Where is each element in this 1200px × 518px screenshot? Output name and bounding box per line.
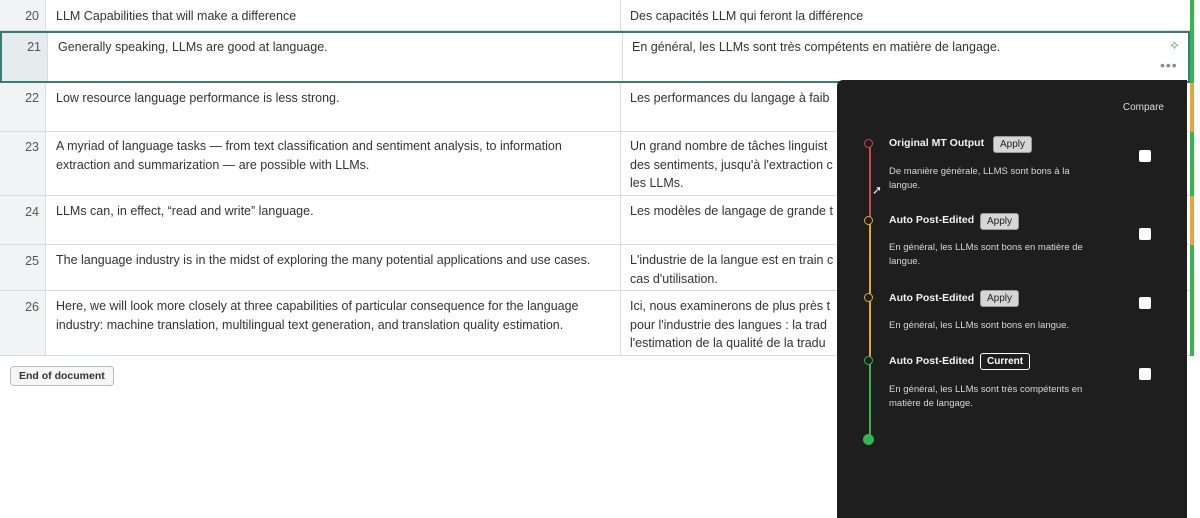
source-cell[interactable]: LLMs can, in effect, “read and write” language. bbox=[56, 204, 314, 218]
entry-title: Auto Post-Edited bbox=[889, 214, 975, 226]
entry-text: En général, les LLMs sont bons en langue. bbox=[889, 320, 1070, 331]
target-line: L'industrie de la langue est en train c bbox=[630, 253, 834, 267]
timeline-end-node bbox=[863, 434, 874, 445]
target-line: les LLMs. bbox=[630, 176, 684, 190]
column-divider bbox=[620, 132, 621, 195]
timeline-segment bbox=[869, 360, 871, 437]
column-divider bbox=[620, 83, 621, 131]
target-line: l'estimation de la qualité de la tradu bbox=[630, 336, 826, 350]
entry-text: En général, les LLMs sont très compétents en matière de langage. bbox=[889, 384, 1083, 409]
timeline-node bbox=[864, 356, 873, 365]
target-cell-editor[interactable]: En général, les LLMs sont très compétents en matière de langage. bbox=[632, 40, 1001, 54]
column-divider bbox=[620, 0, 621, 30]
table-row[interactable] bbox=[0, 0, 1190, 31]
column-divider bbox=[620, 196, 621, 244]
ai-sparkle-icon[interactable]: ✧ bbox=[1169, 38, 1180, 53]
apply-button[interactable]: Apply bbox=[980, 290, 1019, 307]
row-number: 21 bbox=[2, 33, 48, 81]
row-number: 26 bbox=[0, 291, 46, 355]
timeline-node bbox=[864, 216, 873, 225]
column-divider bbox=[620, 291, 621, 355]
entry-title: Auto Post-Edited bbox=[889, 355, 975, 367]
compare-header: Compare bbox=[1122, 102, 1164, 113]
column-divider bbox=[620, 245, 621, 290]
status-indicator bbox=[1190, 196, 1194, 245]
source-cell[interactable]: LLM Capabilities that will make a difference bbox=[56, 9, 297, 23]
entry-text: En général, les LLMs sont bons en matière de langue. bbox=[889, 242, 1083, 267]
entry-text: De manière générale, LLMS sont bons à la langue. bbox=[889, 166, 1070, 191]
target-line: pour l'industrie des langues : la trad bbox=[630, 317, 827, 332]
source-cell[interactable]: Low resource language performance is less strong. bbox=[56, 91, 340, 105]
timeline-node bbox=[864, 293, 873, 302]
target-cell[interactable]: Les performances du langage à faib bbox=[630, 91, 830, 105]
source-cell[interactable]: The language industry is in the midst of exploring the many potential applications and use cases. bbox=[56, 253, 591, 267]
target-cell[interactable]: Des capacités LLM qui feront la différence bbox=[630, 9, 864, 23]
timeline-segment bbox=[869, 144, 871, 220]
target-cell[interactable]: Les modèles de langage de grande t bbox=[630, 204, 833, 218]
compare-checkbox[interactable] bbox=[1139, 297, 1151, 309]
source-cell[interactable]: Here, we will look more closely at three capabilities of particular consequence for the language industry: machine translation, multilingual text generation, and translation quality estimation. bbox=[56, 299, 579, 332]
entry-title: Original MT Output bbox=[889, 137, 985, 149]
table-row-active[interactable] bbox=[0, 31, 1190, 83]
status-indicator bbox=[1190, 245, 1194, 291]
status-indicator bbox=[1190, 31, 1194, 83]
more-options-icon[interactable]: ••• bbox=[1160, 57, 1178, 73]
row-number: 20 bbox=[0, 0, 46, 30]
end-of-document-button[interactable]: End of document bbox=[10, 366, 114, 386]
row-number: 22 bbox=[0, 83, 46, 131]
mouse-cursor-icon: ➚ bbox=[872, 183, 883, 197]
timeline-segment bbox=[869, 220, 871, 360]
target-line: des sentiments, jusqu'à l'extraction c bbox=[630, 157, 833, 172]
column-divider bbox=[622, 33, 623, 81]
row-number: 25 bbox=[0, 245, 46, 290]
apply-button[interactable]: Apply bbox=[993, 136, 1032, 153]
target-line: cas d'utilisation. bbox=[630, 271, 718, 286]
timeline-node bbox=[864, 139, 873, 148]
target-line: Ici, nous examinerons de plus près t bbox=[630, 299, 831, 313]
row-number: 24 bbox=[0, 196, 46, 244]
status-indicator bbox=[1190, 0, 1194, 31]
entry-title: Auto Post-Edited bbox=[889, 292, 975, 304]
compare-checkbox[interactable] bbox=[1139, 228, 1151, 240]
source-cell[interactable]: A myriad of language tasks — from text classification and sentiment analysis, to information extraction and summarization — are possible with LLMs. bbox=[56, 139, 562, 172]
target-line: Un grand nombre de tâches linguist bbox=[630, 139, 828, 153]
source-cell[interactable]: Generally speaking, LLMs are good at language. bbox=[58, 40, 328, 54]
status-indicator bbox=[1190, 132, 1194, 196]
version-history-panel bbox=[837, 80, 1187, 518]
apply-button[interactable]: Apply bbox=[980, 213, 1019, 230]
compare-checkbox[interactable] bbox=[1139, 150, 1151, 162]
row-number: 23 bbox=[0, 132, 46, 195]
timeline bbox=[869, 144, 871, 437]
current-badge: Current bbox=[980, 353, 1030, 370]
status-indicator bbox=[1190, 291, 1194, 356]
compare-checkbox[interactable] bbox=[1139, 368, 1151, 380]
status-indicator bbox=[1190, 83, 1194, 132]
